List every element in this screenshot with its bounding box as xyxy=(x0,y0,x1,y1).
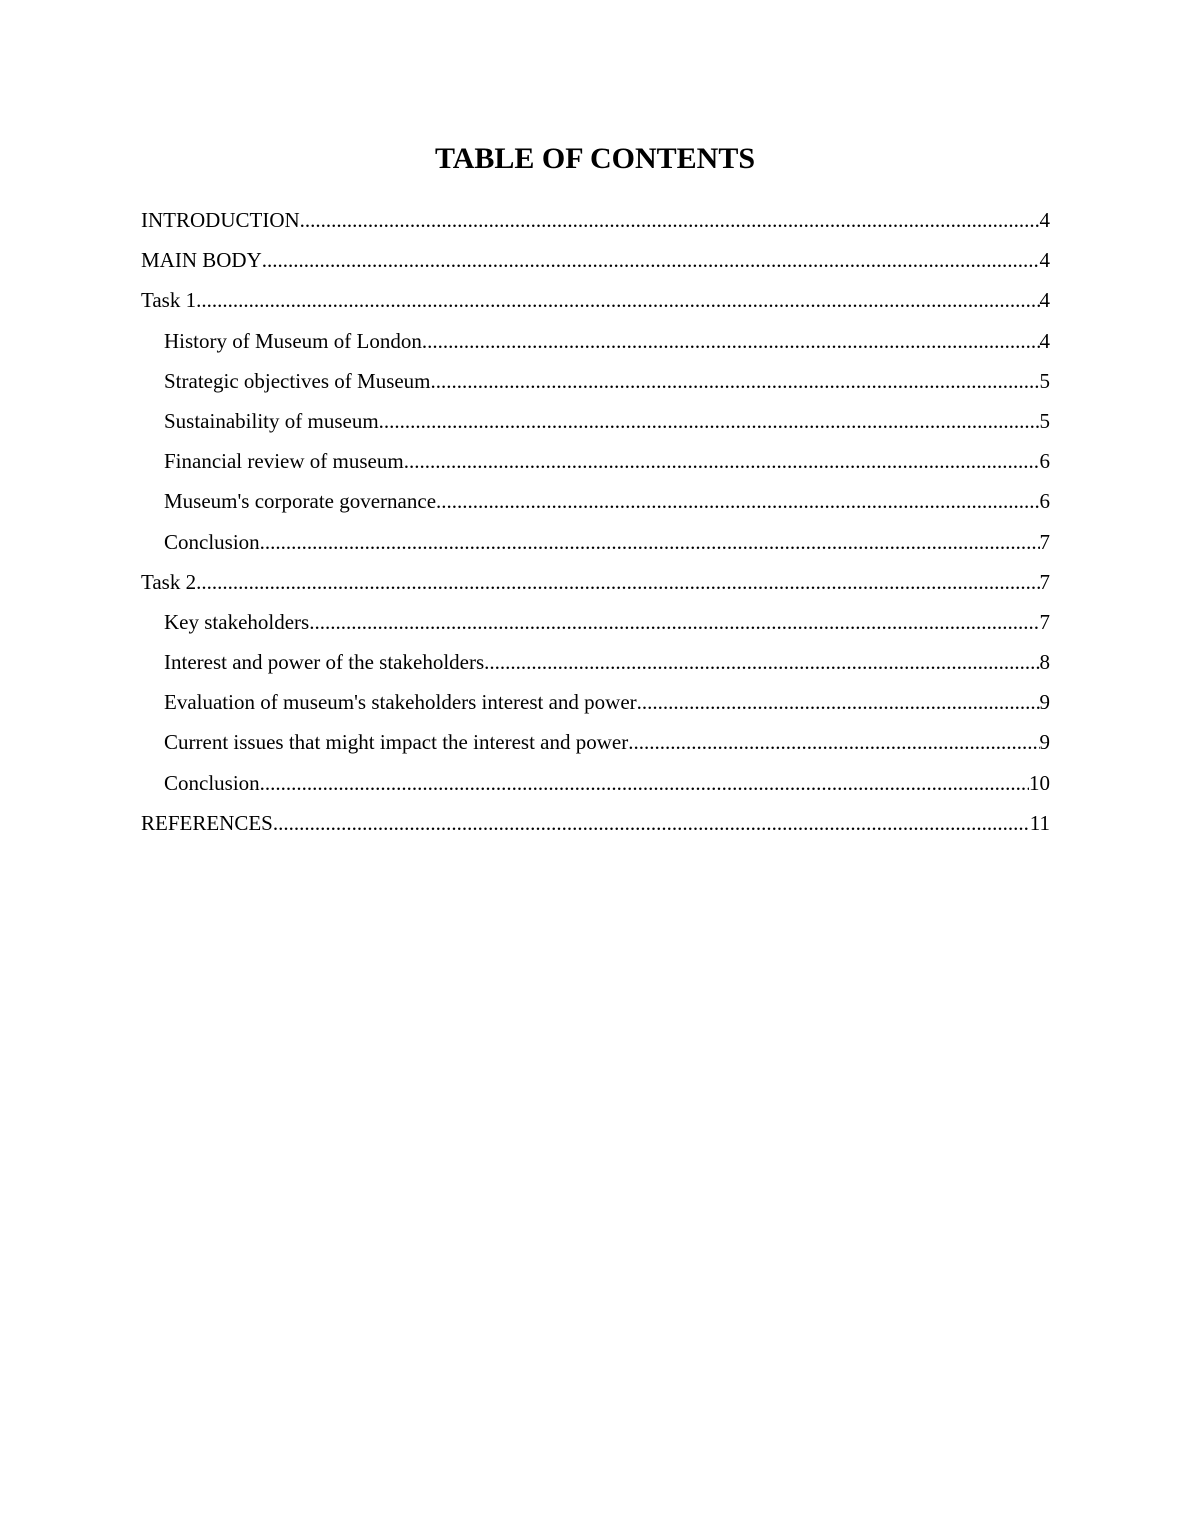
toc-entry-label: INTRODUCTION xyxy=(141,208,300,232)
toc-entry-label: REFERENCES xyxy=(141,810,273,835)
dot-leader xyxy=(422,325,1040,357)
dot-leader xyxy=(309,606,1039,638)
toc-entry-label: Key stakeholders xyxy=(164,609,310,634)
toc-entry-conclusion-task-2[interactable] xyxy=(141,767,1050,807)
toc-entry-key-stakeholders[interactable] xyxy=(141,606,1050,646)
dot-leader xyxy=(628,726,1039,758)
toc-entry-label: Museum's corporate governance xyxy=(164,489,437,514)
toc-entry-label: History of Museum of London xyxy=(164,328,422,353)
toc-entry-interest-and-power[interactable] xyxy=(141,646,1050,686)
toc-entry-label: Conclusion xyxy=(164,529,260,554)
toc-entry-page: 5 xyxy=(1039,408,1050,433)
dot-leader xyxy=(404,445,1040,477)
toc-entry-page: 4 xyxy=(1039,288,1050,313)
dot-leader xyxy=(260,767,1029,799)
dot-leader xyxy=(637,686,1040,718)
toc-entry-page: 10 xyxy=(1029,770,1050,795)
toc-entry-label: Sustainability of museum xyxy=(164,408,379,433)
dot-leader xyxy=(484,646,1039,678)
toc-entry-label: Evaluation of museum's stakeholders interest and power xyxy=(164,690,637,715)
dot-leader xyxy=(273,807,1030,839)
toc-entry-history[interactable] xyxy=(141,325,1050,365)
dot-leader xyxy=(431,365,1040,397)
toc-entry-main-body[interactable] xyxy=(141,244,1050,284)
toc-entry-page: 9 xyxy=(1039,690,1050,715)
dot-leader xyxy=(300,204,1040,236)
toc-entry-task-1[interactable] xyxy=(141,284,1050,324)
dot-leader xyxy=(196,566,1039,598)
toc-entry-page: 7 xyxy=(1039,609,1050,634)
dot-leader xyxy=(379,405,1040,437)
toc-entry-page: 8 xyxy=(1039,650,1050,675)
toc-entry-page: 5 xyxy=(1039,368,1050,393)
toc-title: TABLE OF CONTENTS xyxy=(434,142,756,175)
toc-entry-label: Interest and power of the stakeholders xyxy=(164,650,485,675)
toc-entry-references[interactable] xyxy=(141,807,1050,847)
dot-leader xyxy=(196,284,1039,316)
toc-entry-label: Strategic objectives of Museum xyxy=(164,368,431,393)
toc-entry-strategic-objectives[interactable] xyxy=(141,365,1050,405)
toc-entry-sustainability[interactable] xyxy=(141,405,1050,445)
toc-entry-page: 4 xyxy=(1039,248,1050,273)
toc-entry-corporate-governance[interactable] xyxy=(141,485,1050,525)
toc-entry-page: 6 xyxy=(1039,449,1050,474)
dot-leader xyxy=(436,485,1039,517)
toc-entry-label: MAIN BODY xyxy=(141,248,262,273)
toc-entry-label: Task 2 xyxy=(141,569,197,594)
toc-entry-conclusion-task-1[interactable] xyxy=(141,526,1050,566)
toc-entry-label: Conclusion xyxy=(164,770,260,795)
toc-entry-task-2[interactable] xyxy=(141,566,1050,606)
toc-entry-introduction[interactable] xyxy=(141,204,1050,244)
dot-leader xyxy=(260,526,1040,558)
toc-entry-evaluation[interactable] xyxy=(141,686,1050,726)
toc-entry-current-issues[interactable] xyxy=(141,726,1050,766)
toc-entry-page: 6 xyxy=(1039,489,1050,514)
toc-entry-page: 4 xyxy=(1039,208,1050,232)
toc-entry-label: Financial review of museum xyxy=(164,449,404,474)
toc-entry-label: Current issues that might impact the interest and power xyxy=(164,730,629,755)
dot-leader xyxy=(262,244,1040,276)
toc-entry-page: 11 xyxy=(1029,810,1050,835)
toc-list xyxy=(141,204,1050,847)
toc-entry-label: Task 1 xyxy=(141,288,197,313)
toc-entry-financial-review[interactable] xyxy=(141,445,1050,485)
toc-entry-page: 4 xyxy=(1039,328,1050,353)
toc-entry-page: 7 xyxy=(1039,529,1050,554)
toc-entry-page: 9 xyxy=(1039,730,1050,755)
toc-entry-page: 7 xyxy=(1039,569,1050,594)
